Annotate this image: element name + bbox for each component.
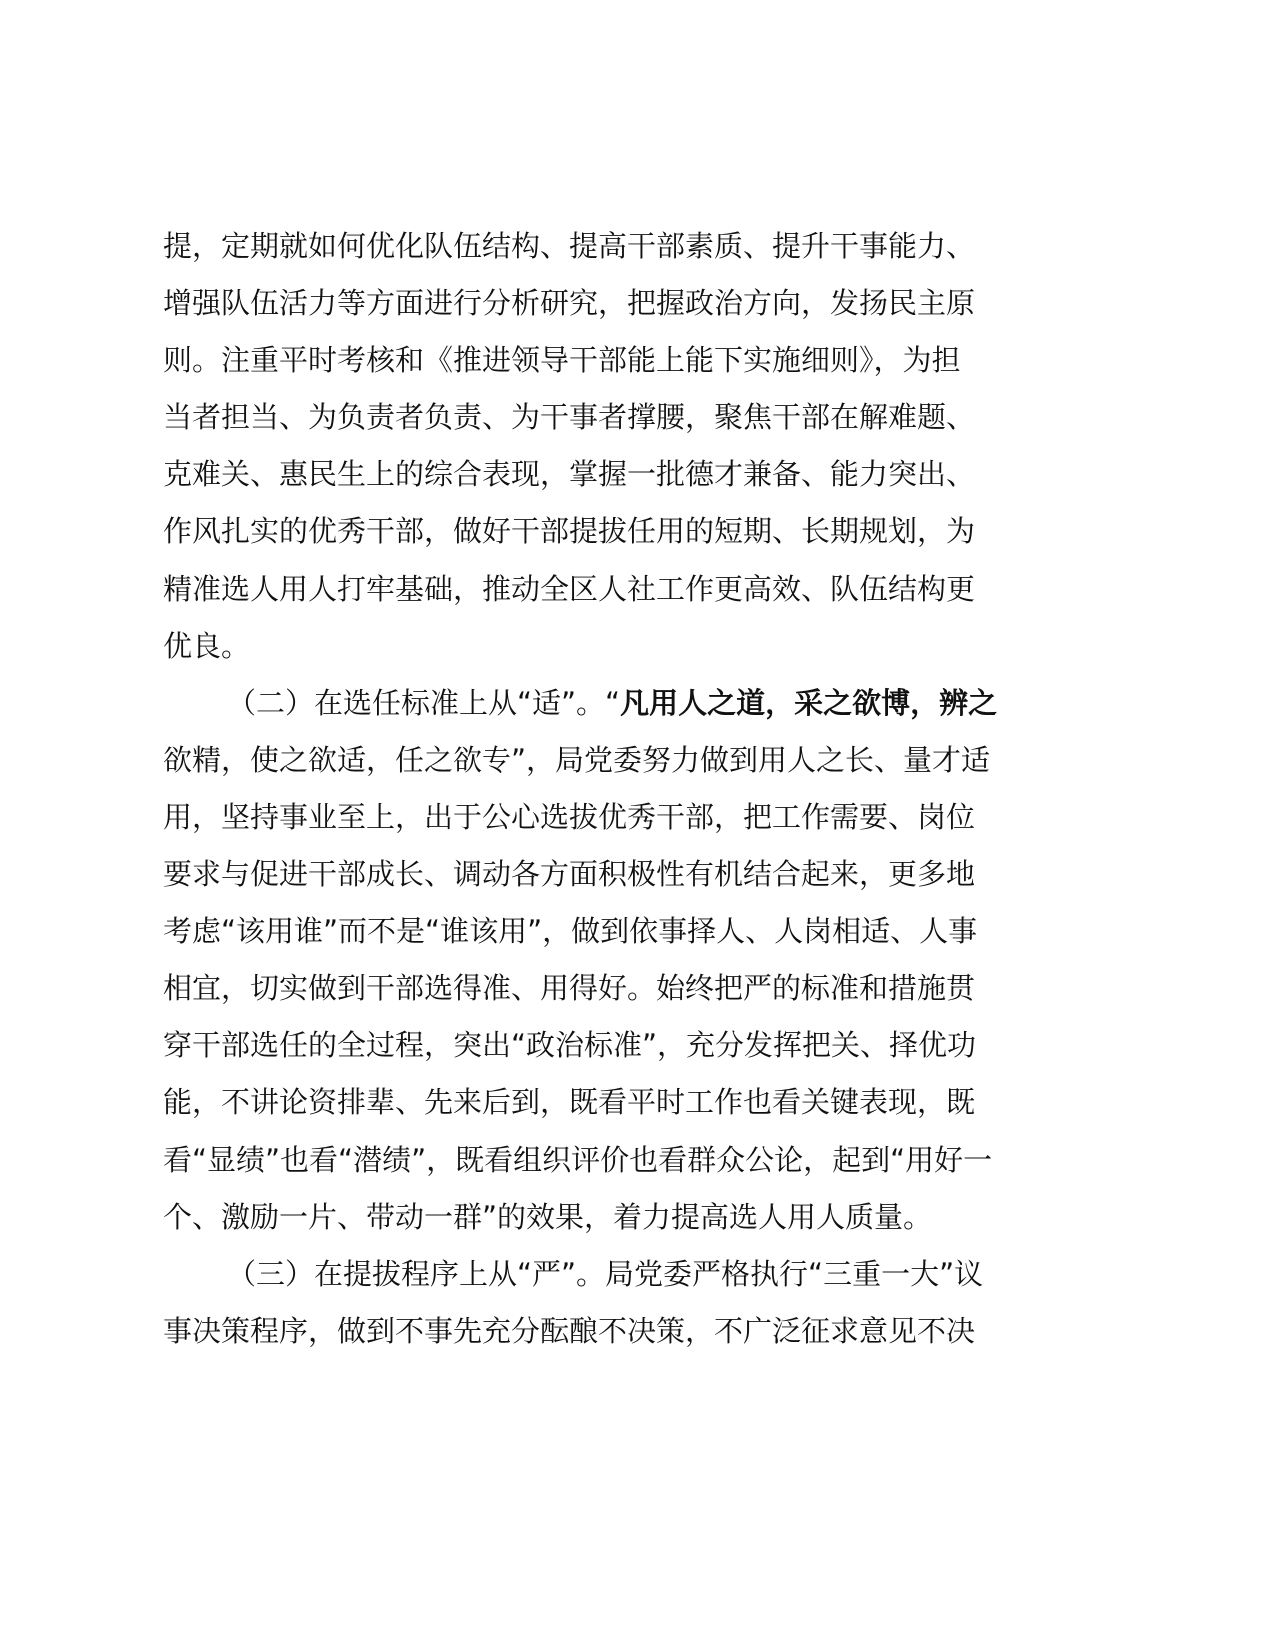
text-line: 考虑“该用谁”而不是“谁该用”，做到依事择人、人岗相适、人事 — [163, 914, 978, 949]
text-line: 克难关、惠民生上的综合表现，掌握一批德才兼备、能力突出、 — [163, 457, 976, 492]
text-line: 能，不讲论资排辈、先来后到，既看平时工作也看关键表现，既 — [163, 1085, 976, 1120]
text-line: 穿干部选任的全过程，突出“政治标准”，充分发挥把关、择优功 — [163, 1028, 977, 1063]
text-line: 当者担当、为负责者负责、为干事者撑腰，聚焦干部在解难题、 — [163, 400, 976, 435]
text-line: 增强队伍活力等方面进行分析研究，把握政治方向，发扬民主原 — [163, 286, 976, 321]
text-line: 要求与促进干部成长、调动各方面积极性有机结合起来，更多地 — [163, 857, 976, 892]
text-line: 欲精，使之欲适，任之欲专”，局党委努力做到用人之长、量才适 — [163, 742, 991, 777]
document-body — [163, 218, 1108, 1360]
section-two-heading-line — [163, 675, 1108, 732]
text-line: 看“显绩”也看“潜绩”，既看组织评价也看群众公论，起到“用好一 — [163, 1142, 993, 1177]
text-line: 则。注重平时考核和《推进领导干部能上能下实施细则》，为担 — [163, 343, 961, 378]
text-line: 优良。 — [163, 628, 251, 663]
text-line: 用，坚持事业至上，出于公心选拔优秀干部，把工作需要、岗位 — [163, 799, 976, 834]
text-line: 作风扎实的优秀干部，做好干部提拔任用的短期、长期规划，为 — [163, 514, 976, 549]
quotation-bold: 凡用人之道，采之欲博，辨之 — [620, 685, 998, 720]
section-two-heading: （二）在选任标准上从“适”。“ — [227, 685, 621, 720]
text-line: 事决策程序，做到不事先充分酝酿不决策，不广泛征求意见不决 — [163, 1313, 976, 1348]
text-line: 个、激励一片、带动一群”的效果，着力提高选人用人质量。 — [163, 1199, 933, 1234]
text-line: 相宜，切实做到干部选得准、用得好。始终把严的标准和措施贯 — [163, 971, 976, 1006]
text-line: 精准选人用人打牢基础，推动全区人社工作更高效、队伍结构更 — [163, 571, 976, 606]
section-three-heading-line: （三）在提拔程序上从“严”。局党委严格执行“三重一大”议 — [227, 1256, 984, 1291]
text-line: 提，定期就如何优化队伍结构、提高干部素质、提升干事能力、 — [163, 229, 976, 263]
